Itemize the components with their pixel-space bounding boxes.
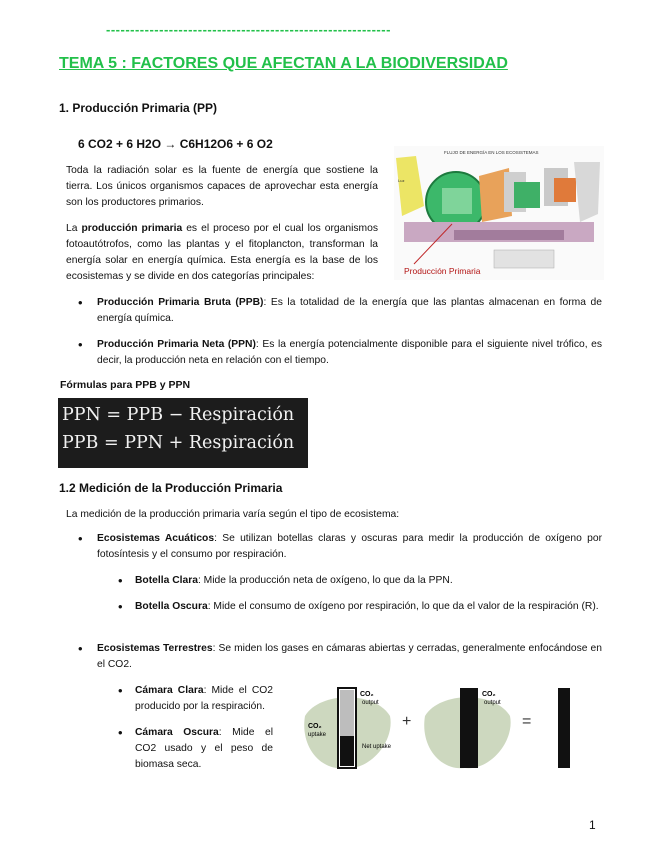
fig-output-label-1: output <box>362 700 379 706</box>
bullet-ecosistemas-terrestres <box>97 641 602 673</box>
diagram-title: FLUJO DE ENERGÍA EN LOS ECOSISTEMAS <box>444 150 539 155</box>
fig-plus-sign: + <box>402 713 412 730</box>
fig-equals-sign: = <box>522 713 532 730</box>
sub-bullet-camara-oscura <box>135 725 273 773</box>
fig-co2-label-2: CO₂ <box>308 723 322 730</box>
diagram-label-produccion-primaria: Producción Primaria <box>404 266 481 276</box>
svg-text:Luz: Luz <box>398 178 405 183</box>
page-number: 1 <box>589 818 596 832</box>
bullet-ecosistemas-acuaticos <box>97 531 602 563</box>
sub-bullet-dot: • <box>118 683 123 698</box>
bullet-dot: • <box>78 337 83 352</box>
botella-oscura-term: Botella Oscura <box>135 601 208 612</box>
paragraph-produccion-primaria <box>66 221 378 285</box>
bullet-ppn <box>97 337 602 369</box>
formula-ppb: PPB = PPN + Respiración <box>62 433 295 453</box>
camara-oscura-term: Cámara Oscura <box>135 727 219 738</box>
sub-bullet-dot: • <box>118 725 123 740</box>
botella-oscura-text: : Mide el consumo de oxígeno por respiración, lo que da el valor de la respiración (R). <box>207 601 599 612</box>
section-heading-produccion-primaria: 1. Producción Primaria (PP) <box>59 101 218 115</box>
formulas-heading: Fórmulas para PPB y PPN <box>60 379 191 391</box>
sub-bullet-camara-clara <box>135 683 273 715</box>
para-prefix: La <box>66 223 82 234</box>
decorative-dash-line: ----------------------------------------------------------- <box>106 22 391 37</box>
bullet-dot: • <box>78 295 83 310</box>
formula-box <box>58 398 308 468</box>
bullet-acuaticos-term: Ecosistemas Acuáticos <box>97 533 215 544</box>
section-heading-medicion: 1.2 Medición de la Producción Primaria <box>59 481 283 495</box>
formula-ppn: PPN = PPB − Respiración <box>62 405 295 425</box>
bullet-dot: • <box>78 531 83 546</box>
sub-bullet-botella-clara <box>135 573 602 589</box>
camara-oscura-text: : Mide el CO2 usado y el peso de biomasa seca. <box>135 727 273 770</box>
para-rest: es el proceso por el cual los organismos fotoautótrofos, como las plantas y el fitoplancton, transforman la energía solar en energía química. Esta energía es la base de los ecosistemas y se divide en dos categorías principales: <box>66 223 378 282</box>
botella-clara-text: : Mide la producción neta de oxígeno, lo que da la PPN. <box>197 575 453 586</box>
bullet-ppn-term: Producción Primaria Neta (PPN) <box>97 339 256 350</box>
botella-clara-term: Botella Clara <box>135 575 198 586</box>
fig-uptake-label: uptake <box>308 732 327 738</box>
energy-flow-diagram <box>394 146 604 280</box>
paragraph-medicion-intro: La medición de la producción primaria varía según el tipo de ecosistema: <box>66 509 400 520</box>
fig-co2-label-3: CO₂ <box>482 691 496 698</box>
chamber-figure <box>300 676 590 776</box>
bullet-terrestres-text: : Se miden los gases en cámaras abiertas y cerradas, generalmente enfocándose en el CO2. <box>97 643 602 670</box>
bullet-acuaticos-text: : Se utilizan botellas claras y oscuras para medir la producción de oxígeno por fotosíntesis y el consumo por respiración. <box>97 533 602 560</box>
sub-bullet-botella-oscura <box>135 599 602 615</box>
sub-bullet-dot: • <box>118 599 123 614</box>
bullet-dot: • <box>78 641 83 656</box>
sub-bullet-dot: • <box>118 573 123 588</box>
photosynthesis-equation: 6 CO2 + 6 H2O → C6H12O6 + 6 O2 <box>78 137 273 151</box>
fig-net-uptake-label: Net uptake <box>362 744 392 750</box>
paragraph-radiacion-solar: Toda la radiación solar es la fuente de energía que sostiene la tierra. Los únicos organismos capaces de aprovechar esta energía son los productores primarios. <box>66 165 378 208</box>
fig-output-label-2: output <box>484 700 501 706</box>
bullet-ppn-text: : Es la energía potencialmente disponible para el siguiente nivel trófico, es decir, la producción neta en relación con el tiempo. <box>97 339 603 366</box>
camara-clara-text: : Mide el CO2 producido por la respiración. <box>135 685 273 712</box>
page-title: TEMA 5 : FACTORES QUE AFECTAN A LA BIODIVERSIDAD <box>59 55 508 72</box>
bullet-ppb-text: : Es la totalidad de la energía que las plantas almacenan en forma de energía química. <box>97 297 602 324</box>
para-bold-term: producción primaria <box>81 223 183 234</box>
camara-clara-term: Cámara Clara <box>135 685 204 696</box>
bullet-ppb-term: Producción Primaria Bruta (PPB) <box>97 297 264 308</box>
bullet-ppb <box>97 295 602 327</box>
bullet-terrestres-term: Ecosistemas Terrestres <box>97 643 213 654</box>
fig-co2-label-1: CO₂ <box>360 691 374 698</box>
